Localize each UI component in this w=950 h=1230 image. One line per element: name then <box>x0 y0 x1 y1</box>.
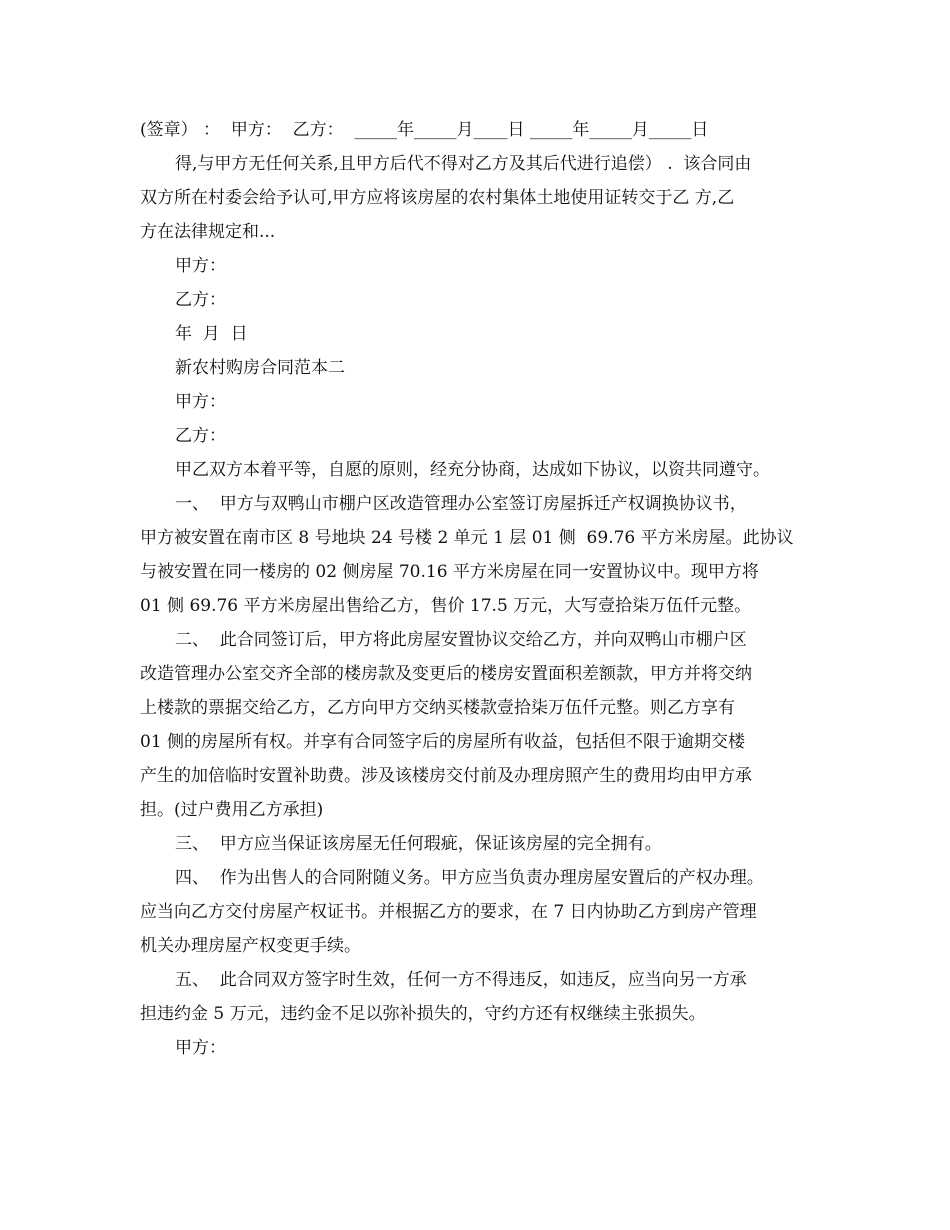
document-line: 产生的加倍临时安置补助费。涉及该楼房交付前及办理房照产生的费用均由甲方承 <box>140 766 752 786</box>
document-line: 四、 作为出售人的合同附随义务。甲方应当负责办理房屋安置后的产权办理。 <box>175 868 764 888</box>
document-line: 担。(过户费用乙方承担) <box>140 800 324 820</box>
document-line: (签章） ： 甲方： 乙方： _____年_____月____日 _____年_____月_____日 <box>140 120 709 140</box>
document-line: 乙方： <box>175 290 226 310</box>
document-line: 机关办理房屋产权变更手续。 <box>140 936 361 956</box>
document-line: 得,与甲方无任何关系,且甲方后代不得对乙方及其后代进行追偿） . 该合同由 <box>175 154 752 174</box>
document-line: 01 侧 69.76 平方米房屋出售给乙方，售价 17.5 万元，大写壹拾柒万伍仟元整。 <box>140 596 752 616</box>
document-line: 乙方： <box>175 426 226 446</box>
document-line: 甲方： <box>175 392 226 412</box>
document-line: 甲方被安置在南市区 8 号地块 24 号楼 2 单元 1 层 01 侧 69.76 平方米房屋。此协议 <box>140 528 794 548</box>
document-line: 年 月 日 <box>175 324 248 344</box>
document-line: 甲乙双方本着平等，自愿的原则，经充分协商，达成如下协议，以资共同遵守。 <box>175 460 770 480</box>
document-line: 五、 此合同双方签字时生效，任何一方不得违反，如违反，应当向另一方承 <box>175 970 747 990</box>
document-line: 上楼款的票据交给乙方，乙方向甲方交纳买楼款壹拾柒万伍仟元整。则乙方享有 <box>140 698 735 718</box>
document-line: 甲方： <box>175 1038 226 1058</box>
document-line: 一、 甲方与双鸭山市棚户区改造管理办公室签订房屋拆迁产权调换协议书， <box>175 494 747 514</box>
document-line: 与被安置在同一楼房的 02 侧房屋 70.16 平方米房屋在同一安置协议中。现甲方将 <box>140 562 759 582</box>
document-line: 改造管理办公室交齐全部的楼房款及变更后的楼房安置面积差额款，甲方并将交纳 <box>140 664 752 684</box>
document-line: 新农村购房合同范本二 <box>175 358 345 378</box>
document-body <box>140 113 812 1065</box>
document-line: 二、 此合同签订后，甲方将此房屋安置协议交给乙方，并向双鸭山市棚户区 <box>175 630 747 650</box>
document-line: 双方所在村委会给予认可,甲方应将该房屋的农村集体土地使用证转交于乙 方,乙 <box>140 188 735 208</box>
document-line: 三、 甲方应当保证该房屋无任何瑕疵，保证该房屋的完全拥有。 <box>175 834 662 854</box>
document-line: 甲方： <box>175 256 226 276</box>
document-line: 担违约金 5 万元，违约金不足以弥补损失的，守约方还有权继续主张损失。 <box>140 1004 706 1024</box>
document-line: 应当向乙方交付房屋产权证书。并根据乙方的要求，在 7 日内协助乙方到房产管理 <box>140 902 757 922</box>
document-line: 01 侧的房屋所有权。并享有合同签字后的房屋所有收益，包括但不限于逾期交楼 <box>140 732 746 752</box>
document-line: 方在法律规定和... <box>140 222 276 242</box>
